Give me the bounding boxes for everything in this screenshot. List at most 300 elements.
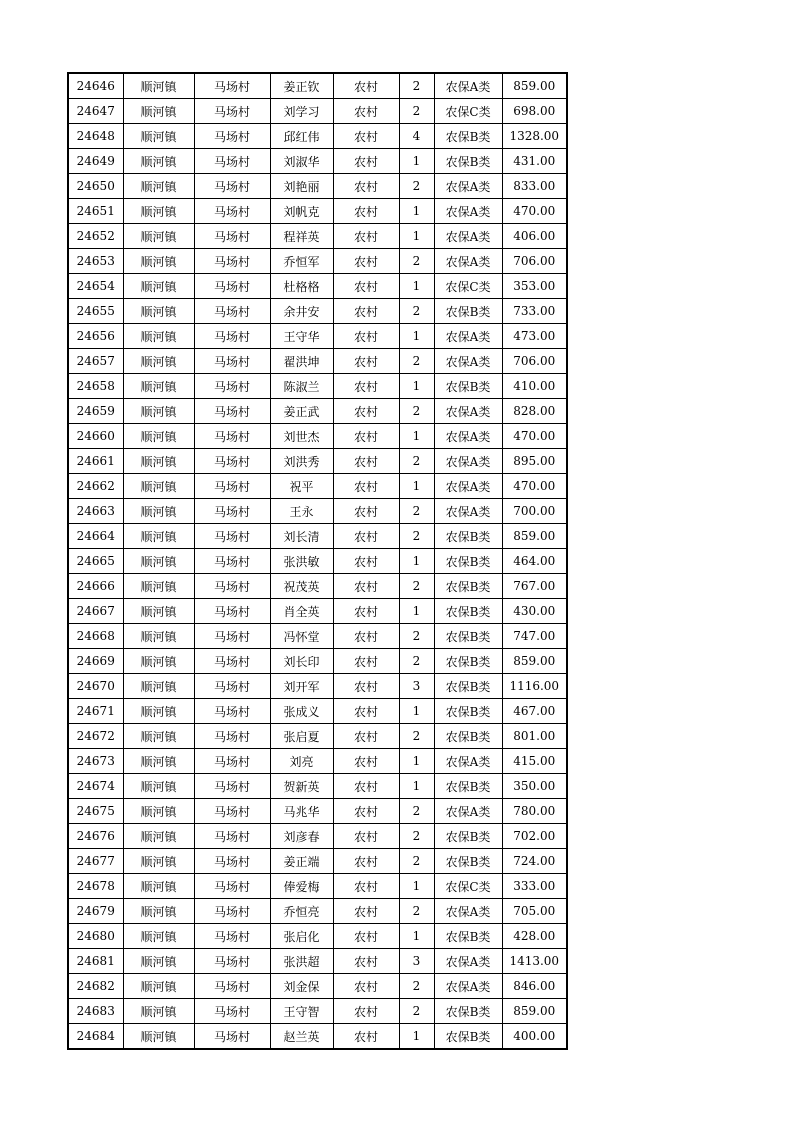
table-row xyxy=(68,474,567,499)
village-cell: 马场村 xyxy=(194,449,270,474)
amount-cell: 464.00 xyxy=(502,549,567,574)
person-name-cell: 马兆华 xyxy=(270,799,333,824)
record-id-cell: 24684 xyxy=(68,1024,123,1050)
village-cell: 马场村 xyxy=(194,524,270,549)
amount-cell: 428.00 xyxy=(502,924,567,949)
town-cell: 顺河镇 xyxy=(123,474,194,499)
area-type-cell: 农村 xyxy=(333,124,399,149)
village-cell: 马场村 xyxy=(194,99,270,124)
area-type-cell: 农村 xyxy=(333,324,399,349)
insurance-category-cell: 农保B类 xyxy=(434,774,502,799)
town-cell: 顺河镇 xyxy=(123,399,194,424)
table-row xyxy=(68,749,567,774)
record-id-cell: 24668 xyxy=(68,624,123,649)
insurance-category-cell: 农保B类 xyxy=(434,549,502,574)
town-cell: 顺河镇 xyxy=(123,73,194,99)
household-count-cell: 2 xyxy=(399,449,434,474)
household-count-cell: 1 xyxy=(399,274,434,299)
town-cell: 顺河镇 xyxy=(123,299,194,324)
person-name-cell: 王守华 xyxy=(270,324,333,349)
record-id-cell: 24683 xyxy=(68,999,123,1024)
record-id-cell: 24659 xyxy=(68,399,123,424)
insurance-category-cell: 农保B类 xyxy=(434,649,502,674)
village-cell: 马场村 xyxy=(194,924,270,949)
household-count-cell: 1 xyxy=(399,874,434,899)
record-id-cell: 24664 xyxy=(68,524,123,549)
record-id-cell: 24652 xyxy=(68,224,123,249)
household-count-cell: 1 xyxy=(399,749,434,774)
insurance-category-cell: 农保B类 xyxy=(434,299,502,324)
household-count-cell: 2 xyxy=(399,624,434,649)
town-cell: 顺河镇 xyxy=(123,949,194,974)
table-row xyxy=(68,574,567,599)
area-type-cell: 农村 xyxy=(333,299,399,324)
amount-cell: 1116.00 xyxy=(502,674,567,699)
record-id-cell: 24669 xyxy=(68,649,123,674)
person-name-cell: 姜正端 xyxy=(270,849,333,874)
record-id-cell: 24667 xyxy=(68,599,123,624)
person-name-cell: 王守智 xyxy=(270,999,333,1024)
household-count-cell: 1 xyxy=(399,474,434,499)
amount-cell: 406.00 xyxy=(502,224,567,249)
town-cell: 顺河镇 xyxy=(123,674,194,699)
insurance-category-cell: 农保A类 xyxy=(434,399,502,424)
amount-cell: 801.00 xyxy=(502,724,567,749)
village-cell: 马场村 xyxy=(194,749,270,774)
insurance-category-cell: 农保A类 xyxy=(434,324,502,349)
person-name-cell: 刘学习 xyxy=(270,99,333,124)
household-count-cell: 2 xyxy=(399,99,434,124)
record-id-cell: 24648 xyxy=(68,124,123,149)
table-row xyxy=(68,299,567,324)
area-type-cell: 农村 xyxy=(333,724,399,749)
record-id-cell: 24673 xyxy=(68,749,123,774)
record-id-cell: 24646 xyxy=(68,73,123,99)
town-cell: 顺河镇 xyxy=(123,699,194,724)
village-cell: 马场村 xyxy=(194,374,270,399)
village-cell: 马场村 xyxy=(194,149,270,174)
amount-cell: 470.00 xyxy=(502,474,567,499)
town-cell: 顺河镇 xyxy=(123,199,194,224)
amount-cell: 430.00 xyxy=(502,599,567,624)
town-cell: 顺河镇 xyxy=(123,349,194,374)
table-row xyxy=(68,199,567,224)
household-count-cell: 2 xyxy=(399,649,434,674)
town-cell: 顺河镇 xyxy=(123,374,194,399)
area-type-cell: 农村 xyxy=(333,699,399,724)
area-type-cell: 农村 xyxy=(333,999,399,1024)
village-cell: 马场村 xyxy=(194,599,270,624)
insurance-category-cell: 农保B类 xyxy=(434,1024,502,1050)
table-row xyxy=(68,974,567,999)
insurance-category-cell: 农保A类 xyxy=(434,449,502,474)
amount-cell: 410.00 xyxy=(502,374,567,399)
village-cell: 马场村 xyxy=(194,999,270,1024)
table-row xyxy=(68,874,567,899)
town-cell: 顺河镇 xyxy=(123,924,194,949)
insurance-category-cell: 农保B类 xyxy=(434,149,502,174)
table-row xyxy=(68,699,567,724)
village-cell: 马场村 xyxy=(194,824,270,849)
record-id-cell: 24654 xyxy=(68,274,123,299)
record-id-cell: 24680 xyxy=(68,924,123,949)
table-row xyxy=(68,249,567,274)
person-name-cell: 刘金保 xyxy=(270,974,333,999)
village-cell: 马场村 xyxy=(194,299,270,324)
household-count-cell: 3 xyxy=(399,949,434,974)
amount-cell: 733.00 xyxy=(502,299,567,324)
area-type-cell: 农村 xyxy=(333,499,399,524)
record-id-cell: 24658 xyxy=(68,374,123,399)
insurance-category-cell: 农保C类 xyxy=(434,274,502,299)
household-count-cell: 1 xyxy=(399,324,434,349)
household-count-cell: 1 xyxy=(399,424,434,449)
insurance-category-cell: 农保A类 xyxy=(434,424,502,449)
village-cell: 马场村 xyxy=(194,199,270,224)
town-cell: 顺河镇 xyxy=(123,424,194,449)
person-name-cell: 翟洪坤 xyxy=(270,349,333,374)
person-name-cell: 刘帆克 xyxy=(270,199,333,224)
village-cell: 马场村 xyxy=(194,649,270,674)
record-id-cell: 24665 xyxy=(68,549,123,574)
table-row xyxy=(68,649,567,674)
area-type-cell: 农村 xyxy=(333,449,399,474)
village-cell: 马场村 xyxy=(194,624,270,649)
insurance-category-cell: 农保A类 xyxy=(434,199,502,224)
amount-cell: 470.00 xyxy=(502,424,567,449)
area-type-cell: 农村 xyxy=(333,774,399,799)
record-id-cell: 24670 xyxy=(68,674,123,699)
area-type-cell: 农村 xyxy=(333,749,399,774)
area-type-cell: 农村 xyxy=(333,174,399,199)
table-row xyxy=(68,624,567,649)
amount-cell: 895.00 xyxy=(502,449,567,474)
table-row xyxy=(68,924,567,949)
area-type-cell: 农村 xyxy=(333,574,399,599)
record-id-cell: 24649 xyxy=(68,149,123,174)
amount-cell: 833.00 xyxy=(502,174,567,199)
table-row xyxy=(68,599,567,624)
village-cell: 马场村 xyxy=(194,499,270,524)
village-cell: 马场村 xyxy=(194,974,270,999)
area-type-cell: 农村 xyxy=(333,649,399,674)
person-name-cell: 杜格格 xyxy=(270,274,333,299)
household-count-cell: 2 xyxy=(399,799,434,824)
town-cell: 顺河镇 xyxy=(123,1024,194,1050)
insurance-category-cell: 农保C类 xyxy=(434,99,502,124)
town-cell: 顺河镇 xyxy=(123,999,194,1024)
insurance-category-cell: 农保B类 xyxy=(434,724,502,749)
record-id-cell: 24656 xyxy=(68,324,123,349)
amount-cell: 431.00 xyxy=(502,149,567,174)
area-type-cell: 农村 xyxy=(333,799,399,824)
table-row xyxy=(68,374,567,399)
insurance-category-cell: 农保A类 xyxy=(434,349,502,374)
insurance-category-cell: 农保C类 xyxy=(434,874,502,899)
amount-cell: 846.00 xyxy=(502,974,567,999)
record-id-cell: 24678 xyxy=(68,874,123,899)
table-row xyxy=(68,549,567,574)
amount-cell: 706.00 xyxy=(502,349,567,374)
person-name-cell: 冯怀堂 xyxy=(270,624,333,649)
household-count-cell: 2 xyxy=(399,349,434,374)
table-row xyxy=(68,774,567,799)
area-type-cell: 农村 xyxy=(333,73,399,99)
town-cell: 顺河镇 xyxy=(123,99,194,124)
record-id-cell: 24662 xyxy=(68,474,123,499)
household-count-cell: 2 xyxy=(399,574,434,599)
amount-cell: 700.00 xyxy=(502,499,567,524)
town-cell: 顺河镇 xyxy=(123,149,194,174)
area-type-cell: 农村 xyxy=(333,249,399,274)
record-id-cell: 24657 xyxy=(68,349,123,374)
person-name-cell: 刘艳丽 xyxy=(270,174,333,199)
insurance-category-cell: 农保B类 xyxy=(434,524,502,549)
town-cell: 顺河镇 xyxy=(123,849,194,874)
household-count-cell: 2 xyxy=(399,399,434,424)
amount-cell: 415.00 xyxy=(502,749,567,774)
insurance-category-cell: 农保B类 xyxy=(434,124,502,149)
record-id-cell: 24666 xyxy=(68,574,123,599)
person-name-cell: 姜正钦 xyxy=(270,73,333,99)
amount-cell: 473.00 xyxy=(502,324,567,349)
area-type-cell: 农村 xyxy=(333,824,399,849)
table-row xyxy=(68,324,567,349)
record-id-cell: 24647 xyxy=(68,99,123,124)
amount-cell: 698.00 xyxy=(502,99,567,124)
person-name-cell: 张启夏 xyxy=(270,724,333,749)
area-type-cell: 农村 xyxy=(333,149,399,174)
insurance-category-cell: 农保A类 xyxy=(434,499,502,524)
town-cell: 顺河镇 xyxy=(123,274,194,299)
table-row xyxy=(68,399,567,424)
area-type-cell: 农村 xyxy=(333,349,399,374)
person-name-cell: 刘淑华 xyxy=(270,149,333,174)
town-cell: 顺河镇 xyxy=(123,224,194,249)
amount-cell: 859.00 xyxy=(502,73,567,99)
person-name-cell: 陈淑兰 xyxy=(270,374,333,399)
town-cell: 顺河镇 xyxy=(123,799,194,824)
town-cell: 顺河镇 xyxy=(123,524,194,549)
area-type-cell: 农村 xyxy=(333,874,399,899)
area-type-cell: 农村 xyxy=(333,899,399,924)
village-cell: 马场村 xyxy=(194,949,270,974)
household-count-cell: 1 xyxy=(399,924,434,949)
table-row xyxy=(68,124,567,149)
insurance-category-cell: 农保B类 xyxy=(434,999,502,1024)
record-id-cell: 24672 xyxy=(68,724,123,749)
insurance-category-cell: 农保B类 xyxy=(434,599,502,624)
area-type-cell: 农村 xyxy=(333,99,399,124)
town-cell: 顺河镇 xyxy=(123,749,194,774)
town-cell: 顺河镇 xyxy=(123,499,194,524)
village-cell: 马场村 xyxy=(194,324,270,349)
person-name-cell: 程祥英 xyxy=(270,224,333,249)
village-cell: 马场村 xyxy=(194,174,270,199)
person-name-cell: 赵兰英 xyxy=(270,1024,333,1050)
town-cell: 顺河镇 xyxy=(123,724,194,749)
town-cell: 顺河镇 xyxy=(123,449,194,474)
insurance-category-cell: 农保A类 xyxy=(434,474,502,499)
record-id-cell: 24660 xyxy=(68,424,123,449)
record-id-cell: 24677 xyxy=(68,849,123,874)
record-id-cell: 24653 xyxy=(68,249,123,274)
record-id-cell: 24675 xyxy=(68,799,123,824)
household-count-cell: 1 xyxy=(399,149,434,174)
record-id-cell: 24663 xyxy=(68,499,123,524)
person-name-cell: 刘长印 xyxy=(270,649,333,674)
area-type-cell: 农村 xyxy=(333,224,399,249)
area-type-cell: 农村 xyxy=(333,624,399,649)
household-count-cell: 2 xyxy=(399,249,434,274)
area-type-cell: 农村 xyxy=(333,524,399,549)
village-cell: 马场村 xyxy=(194,124,270,149)
table-row xyxy=(68,499,567,524)
amount-cell: 767.00 xyxy=(502,574,567,599)
town-cell: 顺河镇 xyxy=(123,624,194,649)
record-id-cell: 24681 xyxy=(68,949,123,974)
person-name-cell: 刘世杰 xyxy=(270,424,333,449)
record-id-cell: 24651 xyxy=(68,199,123,224)
insurance-category-cell: 农保A类 xyxy=(434,899,502,924)
village-cell: 马场村 xyxy=(194,1024,270,1050)
amount-cell: 333.00 xyxy=(502,874,567,899)
insurance-category-cell: 农保A类 xyxy=(434,249,502,274)
insurance-category-cell: 农保B类 xyxy=(434,699,502,724)
person-name-cell: 张启化 xyxy=(270,924,333,949)
household-count-cell: 2 xyxy=(399,724,434,749)
town-cell: 顺河镇 xyxy=(123,124,194,149)
village-cell: 马场村 xyxy=(194,699,270,724)
amount-cell: 470.00 xyxy=(502,199,567,224)
amount-cell: 706.00 xyxy=(502,249,567,274)
person-name-cell: 刘彦春 xyxy=(270,824,333,849)
table-row xyxy=(68,524,567,549)
table-row xyxy=(68,424,567,449)
person-name-cell: 张成义 xyxy=(270,699,333,724)
amount-cell: 859.00 xyxy=(502,524,567,549)
amount-cell: 353.00 xyxy=(502,274,567,299)
insurance-category-cell: 农保A类 xyxy=(434,974,502,999)
village-cell: 马场村 xyxy=(194,849,270,874)
amount-cell: 400.00 xyxy=(502,1024,567,1050)
household-count-cell: 2 xyxy=(399,174,434,199)
record-id-cell: 24655 xyxy=(68,299,123,324)
person-name-cell: 刘开军 xyxy=(270,674,333,699)
area-type-cell: 农村 xyxy=(333,924,399,949)
town-cell: 顺河镇 xyxy=(123,899,194,924)
person-name-cell: 刘亮 xyxy=(270,749,333,774)
area-type-cell: 农村 xyxy=(333,199,399,224)
area-type-cell: 农村 xyxy=(333,549,399,574)
person-name-cell: 祝平 xyxy=(270,474,333,499)
person-name-cell: 刘洪秀 xyxy=(270,449,333,474)
record-id-cell: 24674 xyxy=(68,774,123,799)
household-count-cell: 2 xyxy=(399,524,434,549)
insurance-category-cell: 农保A类 xyxy=(434,799,502,824)
insurance-category-cell: 农保B类 xyxy=(434,924,502,949)
area-type-cell: 农村 xyxy=(333,374,399,399)
village-cell: 马场村 xyxy=(194,249,270,274)
household-count-cell: 1 xyxy=(399,699,434,724)
amount-cell: 859.00 xyxy=(502,999,567,1024)
household-count-cell: 1 xyxy=(399,774,434,799)
table-row xyxy=(68,174,567,199)
town-cell: 顺河镇 xyxy=(123,774,194,799)
amount-cell: 350.00 xyxy=(502,774,567,799)
record-id-cell: 24650 xyxy=(68,174,123,199)
insurance-category-cell: 农保B类 xyxy=(434,624,502,649)
insurance-category-cell: 农保B类 xyxy=(434,574,502,599)
amount-cell: 724.00 xyxy=(502,849,567,874)
person-name-cell: 王永 xyxy=(270,499,333,524)
area-type-cell: 农村 xyxy=(333,274,399,299)
household-count-cell: 2 xyxy=(399,299,434,324)
person-name-cell: 俸爱梅 xyxy=(270,874,333,899)
table-row xyxy=(68,99,567,124)
household-count-cell: 1 xyxy=(399,1024,434,1050)
table-row xyxy=(68,349,567,374)
insurance-category-cell: 农保A类 xyxy=(434,174,502,199)
table-row xyxy=(68,949,567,974)
person-name-cell: 刘长清 xyxy=(270,524,333,549)
insurance-category-cell: 农保B类 xyxy=(434,374,502,399)
area-type-cell: 农村 xyxy=(333,974,399,999)
town-cell: 顺河镇 xyxy=(123,649,194,674)
town-cell: 顺河镇 xyxy=(123,249,194,274)
person-name-cell: 肖全英 xyxy=(270,599,333,624)
insurance-category-cell: 农保B类 xyxy=(434,824,502,849)
area-type-cell: 农村 xyxy=(333,599,399,624)
insurance-category-cell: 农保A类 xyxy=(434,749,502,774)
household-count-cell: 3 xyxy=(399,674,434,699)
person-name-cell: 张洪敏 xyxy=(270,549,333,574)
town-cell: 顺河镇 xyxy=(123,599,194,624)
table-row xyxy=(68,73,567,99)
village-cell: 马场村 xyxy=(194,724,270,749)
person-name-cell: 张洪超 xyxy=(270,949,333,974)
household-count-cell: 2 xyxy=(399,849,434,874)
village-cell: 马场村 xyxy=(194,574,270,599)
amount-cell: 780.00 xyxy=(502,799,567,824)
amount-cell: 1413.00 xyxy=(502,949,567,974)
household-count-cell: 2 xyxy=(399,899,434,924)
table-row xyxy=(68,899,567,924)
village-cell: 马场村 xyxy=(194,774,270,799)
town-cell: 顺河镇 xyxy=(123,874,194,899)
person-name-cell: 余井安 xyxy=(270,299,333,324)
village-cell: 马场村 xyxy=(194,474,270,499)
village-cell: 马场村 xyxy=(194,224,270,249)
household-count-cell: 1 xyxy=(399,374,434,399)
record-id-cell: 24679 xyxy=(68,899,123,924)
household-count-cell: 2 xyxy=(399,499,434,524)
table-row xyxy=(68,149,567,174)
amount-cell: 747.00 xyxy=(502,624,567,649)
table-row xyxy=(68,674,567,699)
village-cell: 马场村 xyxy=(194,349,270,374)
person-name-cell: 乔恒军 xyxy=(270,249,333,274)
table-row xyxy=(68,849,567,874)
table-row xyxy=(68,999,567,1024)
village-cell: 马场村 xyxy=(194,274,270,299)
area-type-cell: 农村 xyxy=(333,849,399,874)
person-name-cell: 贺新英 xyxy=(270,774,333,799)
village-cell: 马场村 xyxy=(194,73,270,99)
person-name-cell: 邱红伟 xyxy=(270,124,333,149)
household-count-cell: 4 xyxy=(399,124,434,149)
town-cell: 顺河镇 xyxy=(123,974,194,999)
